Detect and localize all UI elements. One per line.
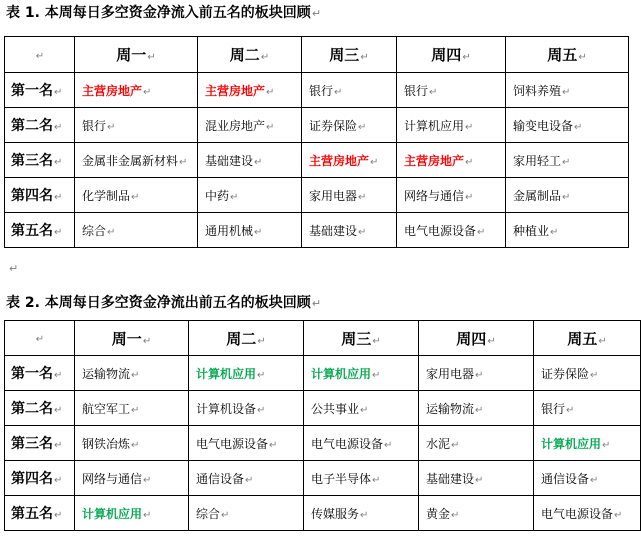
sector-label: 银行: [309, 83, 334, 98]
cell-mark-icon: ↵: [221, 509, 230, 521]
cell-mark-icon: ↵: [35, 50, 45, 62]
col-header-label: 周五: [547, 46, 578, 64]
table-header-row: [5, 37, 629, 73]
sector-label: 计算机应用: [196, 366, 257, 381]
sector-label: 运输物流: [82, 366, 131, 381]
cell-mark-icon: ↵: [266, 86, 275, 98]
cell-mark-icon: ↵: [107, 226, 116, 238]
col-header-mon: [75, 321, 189, 356]
rank-label: 第二名: [11, 118, 53, 134]
sector-label: 主营房地产: [205, 83, 266, 98]
cell-mark-icon: ↵: [487, 335, 496, 347]
cell-mark-icon: ↵: [590, 474, 599, 486]
col-header-tue: [189, 321, 304, 356]
cell-mark-icon: ↵: [598, 335, 607, 347]
sector-label: 航空军工: [82, 401, 131, 416]
cell-mark-icon: ↵: [257, 404, 266, 416]
col-header-label: 周二: [229, 46, 260, 64]
rank-cell: [5, 213, 75, 248]
cell-mark-icon: ↵: [147, 52, 156, 63]
cell-mark-icon: ↵: [360, 404, 369, 416]
cell-mark-icon: ↵: [358, 121, 367, 133]
cell-mark-icon: ↵: [107, 121, 116, 133]
table2-caption-text: 表 2. 本周每日多空资金净流出前五名的板块回顾: [6, 295, 311, 311]
cell-mark-icon: ↵: [54, 440, 63, 451]
cell-mark-icon: ↵: [578, 52, 587, 63]
rank-cell: [5, 143, 75, 178]
sector-label: 电子半导体: [311, 471, 372, 486]
cell-mark-icon: ↵: [143, 474, 152, 486]
cell-mark-icon: ↵: [257, 369, 266, 381]
col-header-fri: [506, 37, 629, 73]
rank-cell: [5, 356, 75, 391]
cell-mark-icon: ↵: [358, 191, 367, 203]
sector-label: 计算机应用: [404, 118, 465, 133]
col-header-wed: [304, 321, 419, 356]
sector-label: 计算机应用: [82, 506, 143, 521]
cell-mark-icon: ↵: [54, 157, 63, 168]
cell-mark-icon: ↵: [602, 439, 611, 451]
cell-mark-icon: ↵: [358, 226, 367, 238]
cell-mark-icon: ↵: [54, 227, 63, 238]
sector-cell: [75, 213, 198, 248]
sector-label: 通信设备: [196, 471, 245, 486]
cell-mark-icon: ↵: [35, 334, 45, 345]
sector-label: 网络与通信: [82, 471, 143, 486]
sector-label: 混业房地产: [205, 118, 266, 133]
cell-mark-icon: ↵: [334, 86, 343, 98]
sector-cell: [419, 356, 534, 391]
cell-mark-icon: ↵: [142, 335, 152, 347]
cell-mark-icon: ↵: [590, 369, 599, 381]
sector-cell: [397, 213, 506, 248]
cell-mark-icon: ↵: [372, 474, 381, 486]
cell-mark-icon: ↵: [360, 52, 369, 63]
cell-mark-icon: ↵: [360, 509, 369, 521]
sector-cell: [302, 108, 397, 143]
sector-cell: [75, 391, 189, 426]
sector-label: 家用电器: [426, 366, 475, 381]
cell-mark-icon: ↵: [462, 52, 471, 63]
sector-cell: [419, 461, 534, 496]
cell-mark-icon: ↵: [475, 369, 484, 381]
sector-cell: [506, 108, 629, 143]
sector-label: 基础建设: [205, 153, 254, 168]
sector-cell: [189, 391, 304, 426]
sector-label: 主营房地产: [82, 83, 143, 98]
sector-cell: [75, 426, 189, 461]
table-row: [5, 178, 629, 213]
rank-label: 第四名: [11, 471, 53, 487]
sector-cell: [75, 178, 198, 213]
sector-cell: [506, 143, 629, 178]
cell-mark-icon: ↵: [566, 404, 575, 416]
rank-cell: [5, 461, 75, 496]
sector-cell: [397, 73, 506, 108]
table-row: [5, 356, 641, 391]
sector-cell: [506, 213, 629, 248]
cell-mark-icon: ↵: [477, 226, 486, 238]
cell-mark-icon: ↵: [54, 87, 63, 98]
cell-mark-icon: ↵: [550, 226, 559, 238]
col-header-tue: [198, 37, 302, 73]
cell-mark-icon: ↵: [429, 86, 438, 98]
sector-label: 计算机应用: [541, 436, 602, 451]
rank-cell: [5, 108, 75, 143]
sector-label: 电气电源设备: [404, 223, 477, 238]
col-header-label: 周二: [226, 329, 257, 348]
cell-mark-icon: ↵: [54, 122, 63, 133]
sector-cell: [189, 496, 304, 531]
cell-mark-icon: ↵: [562, 156, 571, 168]
sector-cell: [198, 143, 302, 178]
col-header-label: 周三: [329, 46, 360, 64]
cell-mark-icon: ↵: [475, 474, 484, 486]
rank-label: 第四名: [11, 188, 53, 204]
sector-label: 通用机械: [205, 223, 254, 238]
sector-cell: [75, 73, 198, 108]
cell-mark-icon: ↵: [143, 509, 152, 521]
sector-cell: [304, 356, 419, 391]
table-row: [5, 391, 641, 426]
table-row: [5, 461, 641, 496]
sector-label: 种植业: [513, 223, 550, 238]
table-corner-cell: [5, 37, 75, 73]
cell-mark-icon: ↵: [54, 370, 63, 381]
col-header-label: 周四: [431, 46, 462, 64]
sector-cell: [397, 143, 506, 178]
rank-cell: [5, 496, 75, 531]
rank-label: 第一名: [11, 366, 53, 382]
cell-mark-icon: ↵: [257, 335, 266, 347]
cell-mark-icon: ↵: [451, 509, 460, 521]
sector-label: 综合: [196, 506, 221, 521]
sector-cell: [534, 426, 641, 461]
cell-mark-icon: ↵: [475, 404, 484, 416]
sector-cell: [419, 391, 534, 426]
table1-caption: [6, 2, 321, 22]
sector-cell: [75, 108, 198, 143]
sector-label: 基础建设: [309, 223, 358, 238]
table-row: [5, 73, 629, 108]
sector-label: 综合: [82, 223, 107, 238]
sector-cell: [198, 213, 302, 248]
cell-mark-icon: ↵: [260, 52, 270, 63]
sector-label: 中药: [205, 188, 230, 203]
sector-label: 化学制品: [82, 188, 131, 203]
rank-label: 第三名: [11, 436, 53, 452]
sector-cell: [302, 178, 397, 213]
sector-cell: [302, 213, 397, 248]
sector-label: 运输物流: [426, 401, 475, 416]
rank-cell: [5, 178, 75, 213]
inflow-table: [4, 36, 629, 248]
sector-label: 家用电器: [309, 188, 358, 203]
sector-cell: [75, 496, 189, 531]
sector-label: 银行: [404, 83, 429, 98]
col-header-thu: [419, 321, 534, 356]
sector-cell: [506, 178, 629, 213]
sector-label: 计算机应用: [311, 366, 372, 381]
sector-label: 基础建设: [426, 471, 475, 486]
cell-mark-icon: ↵: [254, 226, 263, 238]
table-row: [5, 143, 629, 178]
paragraph-mark-icon: ↵: [311, 297, 322, 310]
rank-label: 第五名: [11, 506, 53, 522]
sector-cell: [302, 143, 397, 178]
cell-mark-icon: ↵: [54, 405, 63, 416]
sector-label: 输变电设备: [513, 118, 574, 133]
col-header-fri: [534, 321, 641, 356]
sector-label: 黄金: [426, 506, 451, 521]
col-header-label: 周五: [567, 329, 598, 348]
sector-cell: [198, 178, 302, 213]
sector-cell: [534, 461, 641, 496]
table1-caption-text: 表 1. 本周每日多空资金净流入前五名的板块回顾: [6, 5, 311, 21]
cell-mark-icon: ↵: [54, 475, 63, 486]
cell-mark-icon: ↵: [54, 192, 63, 203]
paragraph-mark-icon: ↵: [311, 7, 322, 20]
sector-cell: [419, 426, 534, 461]
sector-cell: [304, 461, 419, 496]
sector-cell: [304, 496, 419, 531]
sector-label: 家用轻工: [513, 153, 562, 168]
cell-mark-icon: ↵: [562, 86, 571, 98]
sector-cell: [534, 391, 641, 426]
sector-label: 公共事业: [311, 401, 360, 416]
cell-mark-icon: ↵: [372, 335, 381, 347]
sector-cell: [189, 426, 304, 461]
cell-mark-icon: ↵: [574, 121, 583, 133]
rank-cell: [5, 73, 75, 108]
sector-label: 饲料养殖: [513, 83, 562, 98]
sector-cell: [534, 496, 641, 531]
col-header-label: 周三: [341, 329, 372, 348]
cell-mark-icon: ↵: [465, 121, 474, 133]
col-header-wed: [302, 37, 397, 73]
sector-cell: [198, 108, 302, 143]
rank-label: 第二名: [11, 401, 53, 417]
sector-cell: [302, 73, 397, 108]
rank-label: 第五名: [11, 223, 53, 239]
sector-cell: [189, 461, 304, 496]
sector-cell: [304, 391, 419, 426]
sector-cell: [397, 178, 506, 213]
cell-mark-icon: ↵: [269, 439, 278, 451]
sector-label: 主营房地产: [309, 153, 370, 168]
cell-mark-icon: ↵: [562, 191, 571, 203]
cell-mark-icon: ↵: [131, 439, 140, 451]
sector-label: 计算机设备: [196, 401, 257, 416]
col-header-label: 周一: [111, 329, 142, 348]
sector-label: 银行: [82, 118, 107, 133]
cell-mark-icon: ↵: [266, 121, 275, 133]
cell-mark-icon: ↵: [370, 156, 379, 168]
sector-label: 电气电源设备: [196, 436, 269, 451]
cell-mark-icon: ↵: [131, 369, 140, 381]
sector-cell: [506, 73, 629, 108]
table-header-row: [5, 321, 641, 356]
cell-mark-icon: ↵: [131, 404, 140, 416]
sector-cell: [189, 356, 304, 391]
table-row: [5, 426, 641, 461]
sector-cell: [304, 426, 419, 461]
table-row: [5, 108, 629, 143]
sector-cell: [397, 108, 506, 143]
sector-label: 金属非金属新材料: [82, 153, 179, 168]
cell-mark-icon: ↵: [372, 369, 381, 381]
col-header-label: 周一: [116, 46, 147, 64]
sector-label: 钢铁冶炼: [82, 436, 131, 451]
cell-mark-icon: ↵: [245, 474, 254, 486]
table-row: [5, 496, 641, 531]
cell-mark-icon: ↵: [614, 509, 623, 521]
table2-caption: [6, 292, 321, 312]
sector-cell: [75, 356, 189, 391]
cell-mark-icon: ↵: [230, 191, 239, 203]
sector-cell: [198, 73, 302, 108]
rank-label: 第一名: [11, 83, 53, 99]
cell-mark-icon: ↵: [384, 439, 393, 451]
sector-label: 网络与通信: [404, 188, 465, 203]
sector-cell: [75, 143, 198, 178]
col-header-thu: [397, 37, 506, 73]
sector-cell: [534, 356, 641, 391]
table-row: [5, 213, 629, 248]
sector-label: 银行: [541, 401, 566, 416]
sector-label: 传媒服务: [311, 506, 360, 521]
sector-label: 证券保险: [309, 118, 358, 133]
paragraph-mark-icon: ↵: [9, 262, 19, 275]
outflow-table: [4, 320, 641, 531]
col-header-mon: [75, 37, 198, 73]
sector-label: 金属制品: [513, 188, 562, 203]
sector-label: 主营房地产: [404, 153, 465, 168]
sector-label: 通信设备: [541, 471, 590, 486]
cell-mark-icon: ↵: [143, 86, 152, 98]
cell-mark-icon: ↵: [254, 156, 263, 168]
cell-mark-icon: ↵: [179, 156, 188, 168]
sector-label: 证券保险: [541, 366, 590, 381]
rank-cell: [5, 391, 75, 426]
sector-label: 电气电源设备: [541, 506, 614, 521]
cell-mark-icon: ↵: [465, 191, 474, 203]
col-header-label: 周四: [456, 329, 487, 348]
cell-mark-icon: ↵: [54, 510, 63, 521]
rank-cell: [5, 426, 75, 461]
cell-mark-icon: ↵: [465, 156, 474, 168]
sector-cell: [75, 461, 189, 496]
table-corner-cell: [5, 321, 75, 356]
rank-label: 第三名: [11, 153, 53, 169]
sector-label: 电气电源设备: [311, 436, 384, 451]
cell-mark-icon: ↵: [451, 439, 460, 451]
sector-cell: [419, 496, 534, 531]
cell-mark-icon: ↵: [131, 191, 140, 203]
sector-label: 水泥: [426, 436, 451, 451]
